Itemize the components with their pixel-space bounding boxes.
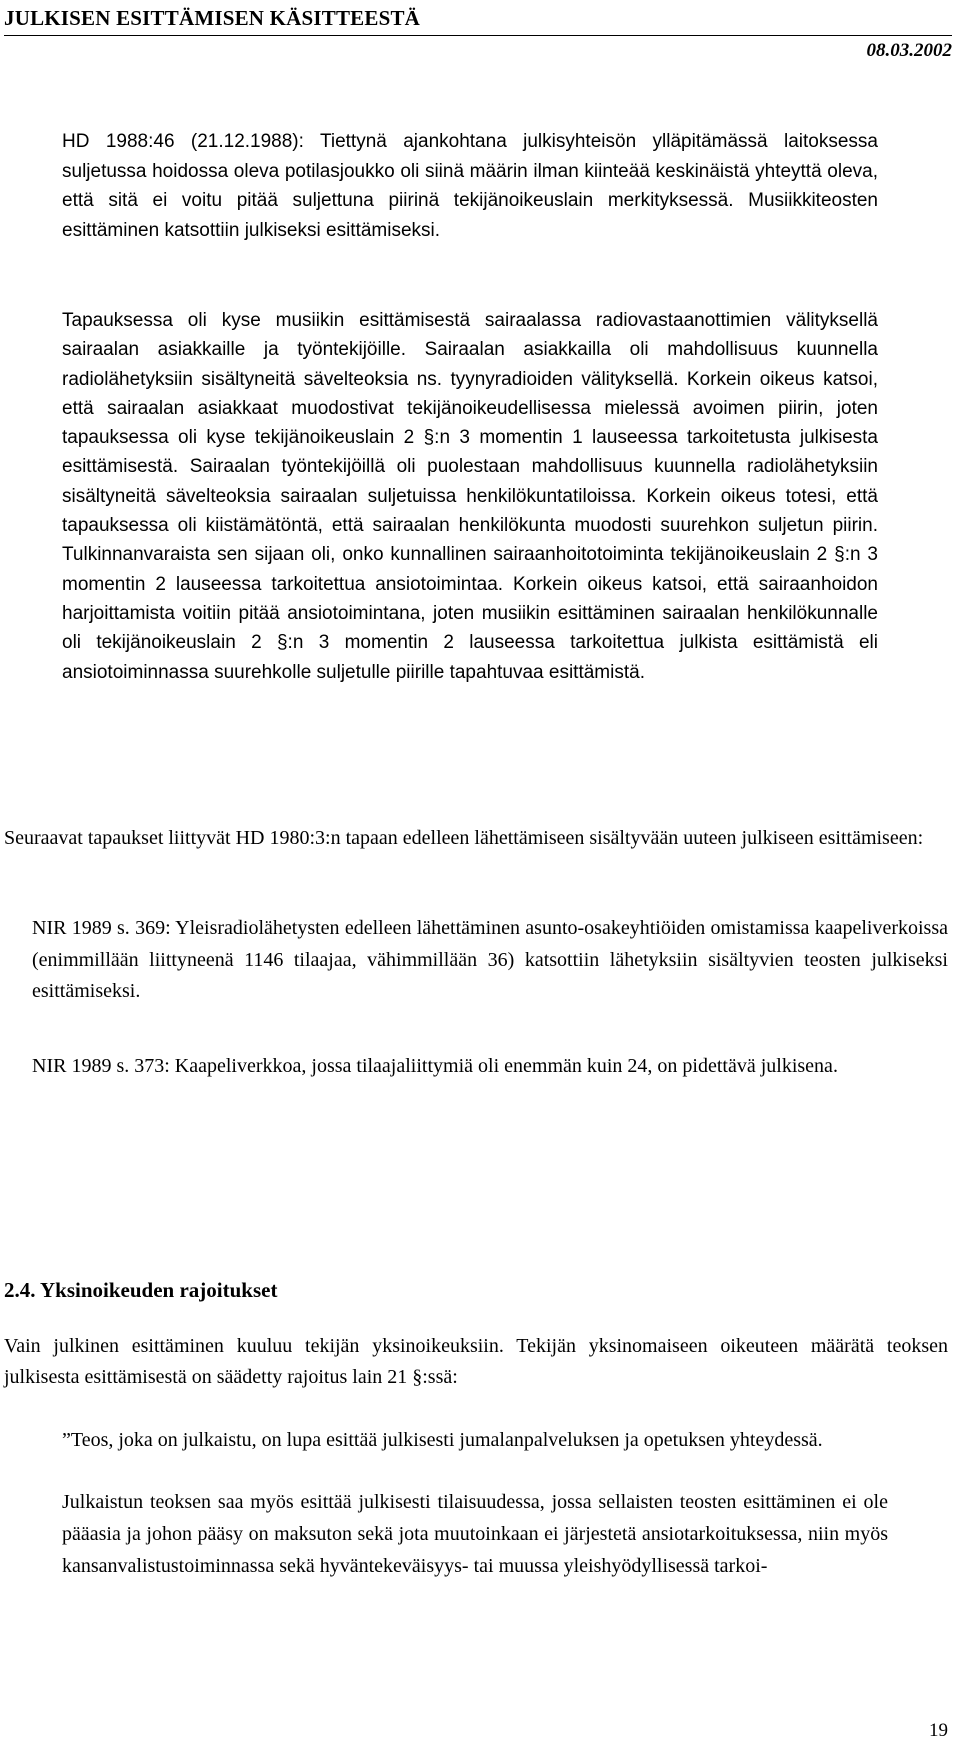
case-paragraph-nir-369: NIR 1989 s. 369: Yleisradiolähetysten edelleen lähettäminen asunto-osakeyhtiöiden omistamissa kaapeliverkoissa (enimmillään liittyneenä 1146 tilaajaa, vähimmillään 36) katsottiin lähetyksiin sisältyvien teosten julkiseksi esittämiseksi.	[32, 917, 948, 1002]
page-number: 19	[929, 1720, 948, 1741]
paragraph-seuraavat: Seuraavat tapaukset liittyvät HD 1980:3:n tapaan edelleen lähettämiseen sisältyvään uuteen julkiseen esittämiseen:	[4, 827, 924, 849]
case-paragraph-hd-1988: HD 1988:46 (21.12.1988): Tiettynä ajankohtana julkisyhteisön ylläpitämässä laitoksessa suljetussa hoidossa oleva potilasjoukko oli siinä määrin ilman kiinteää keskinäistä yhteyttä oleva, että sitä ei voitu pitää suljettuna piirinä tekijänoikeuslain merkityksessä. Musiikkiteosten esittäminen katsottiin julkiseksi esittämiseksi.	[62, 131, 878, 241]
paragraph-vain: Vain julkinen esittäminen kuuluu tekijän yksinoikeuksiin. Tekijän yksinomaiseen oikeuteen määrätä teoksen julkisesta esittämisestä on säädetty rajoitus lain 21 §:ssä:	[4, 1335, 948, 1388]
document-title: JULKISEN ESITTÄMISEN KÄSITTEESTÄ	[4, 6, 421, 30]
case-paragraph-tapauksessa: Tapauksessa oli kyse musiikin esittämisestä sairaalassa radiovastaanottimien välityksellä sairaalan asiakkaille ja työntekijöille. Sairaalan asiakkailla oli mahdollisuus kuunnella radiolähetyksiin sisältyneitä sävelteoksia ns. tyynyradioiden välityksellä. Korkein oikeus katsoi, että sairaalan asiakkaat muodostivat tekijänoikeudellisessa mielessä avoimen piirin, joten tapauksessa oli kyse tekijänoikeuslain 2 §:n 3 momentin 1 lauseessa tarkoitetusta julkisesta esittämisestä. Sairaalan työntekijöillä oli puolestaan mahdollisuus kuunnella radiolähetyksiin sisältyneitä sävelteoksia sairaalan suljetuissa henkilökuntatiloissa. Korkein oikeus totesi, että tapauksessa oli kiistämätöntä, että sairaalan henkilökunta muodosti suurehkon suljetun piirin. Tulkinnanvaraista sen sijaan oli, onko kunnallinen sairaanhoitotoiminta tekijänoikeuslain 2 §:n 3 momentin 2 lauseessa tarkoitettua ansiotoimintaa. Korkein oikeus katsoi, että sairaanhoidon harjoittamista voitiin pitää ansiotoimintana, joten musiikin esittäminen sairaalan henkilökunnalle oli tekijänoikeuslain 2 §:n 3 momentin 2 lauseessa tarkoitettua julkista esittämistä eli ansiotoiminnassa suurehkolle suljetulle piirille tapahtuvaa esittämistä.	[62, 310, 878, 683]
law-quote-paragraph-1: ”Teos, joka on julkaistu, on lupa esittää julkisesti jumalanpalveluksen ja opetuksen yhteydessä.	[62, 1429, 823, 1451]
law-quote-paragraph-2: Julkaistun teoksen saa myös esittää julkisesti tilaisuudessa, jossa sellaisten teosten esittäminen ei ole pääasia ja johon pääsy on maksuton sekä jota muutoinkaan ei järjestetä ansiotarkoituksessa, niin myös kansanvalistustoiminnassa sekä hyväntekeväisyys- tai muussa yleishyödyllisessä tarkoi-	[62, 1491, 888, 1577]
document-date: 08.03.2002	[866, 40, 952, 61]
section-heading: 2.4. Yksinoikeuden rajoitukset	[4, 1278, 278, 1302]
case-paragraph-nir-373: NIR 1989 s. 373: Kaapeliverkkoa, jossa tilaajaliittymiä oli enemmän kuin 24, on pidettävä julkisena.	[32, 1055, 838, 1077]
